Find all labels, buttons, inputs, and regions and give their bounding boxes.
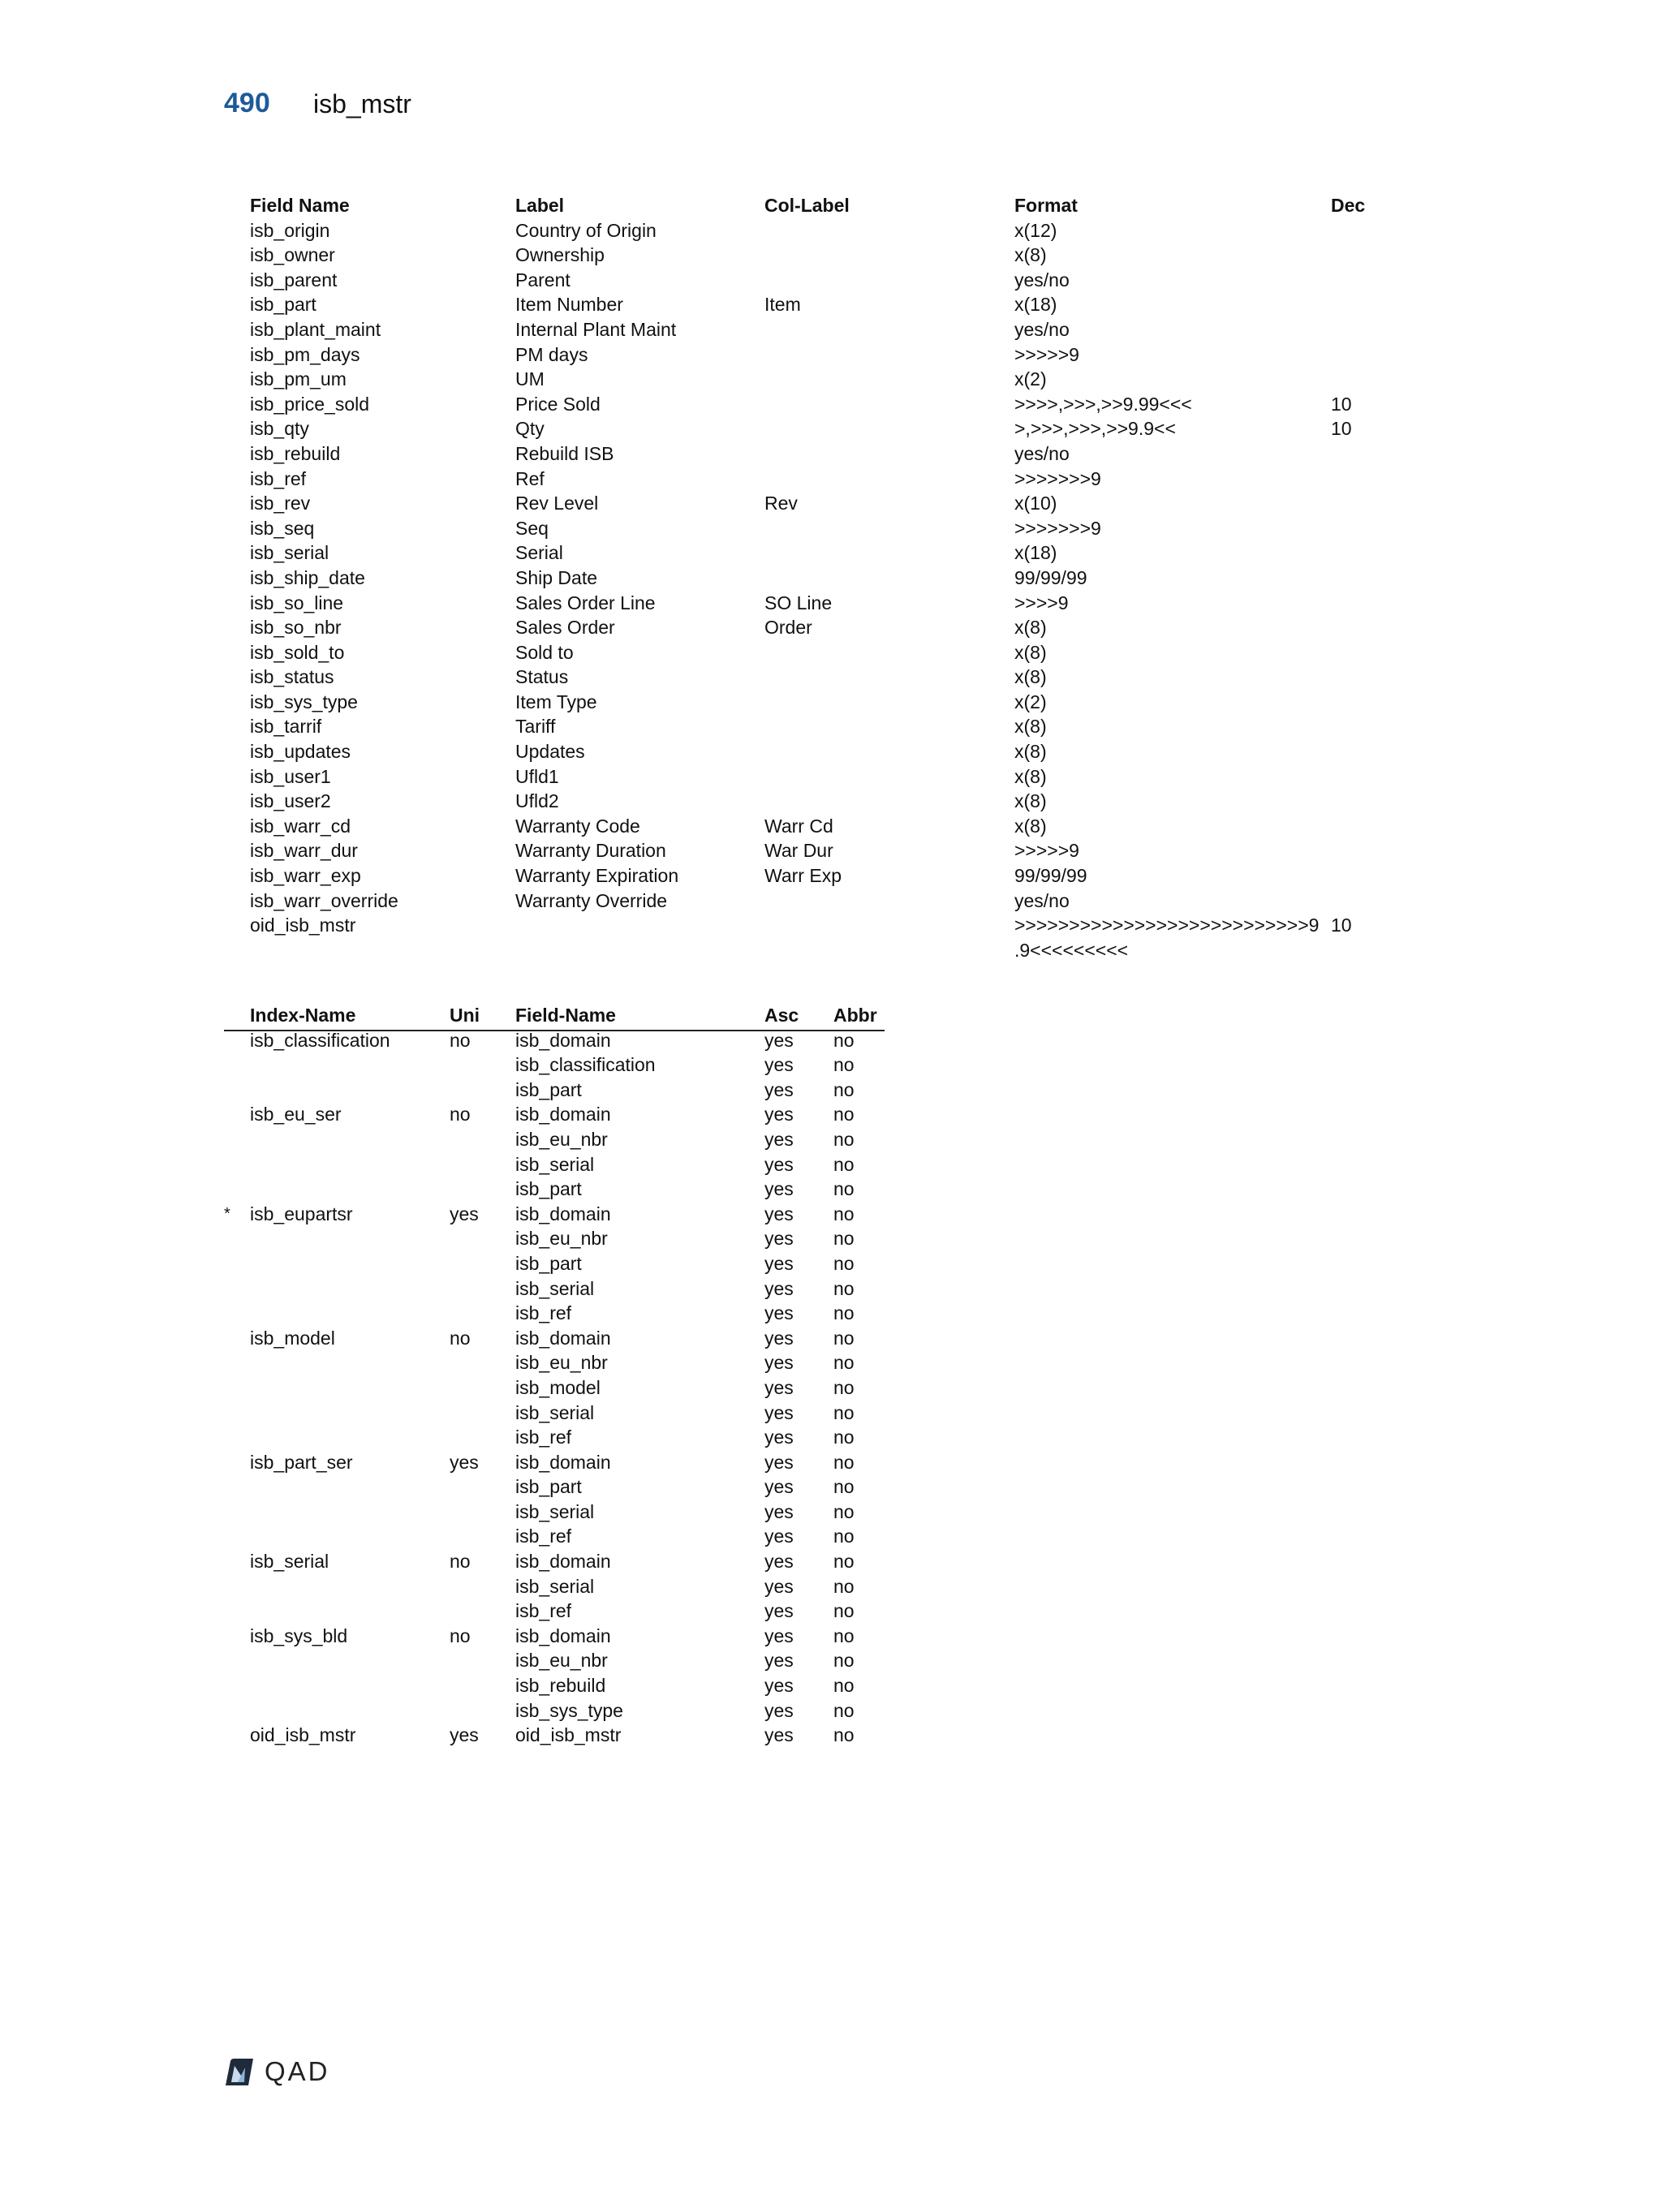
format-cell: x(12) [1014,219,1057,241]
uni-cell: no [450,1029,471,1051]
abbr-cell: no [833,1600,855,1622]
index-name-cell: isb_eupartsr [250,1203,353,1224]
asc-cell: yes [764,1526,794,1547]
label-cell: Ufld1 [515,765,559,787]
format-cell: >>>>>>>9 [1014,467,1101,489]
index-field-cell: isb_model [515,1376,601,1398]
label-cell: Warranty Expiration [515,865,679,887]
asc-cell: yes [764,1675,794,1697]
asc-cell: yes [764,1029,794,1051]
label-cell: Sales Order [515,617,615,639]
format-cell: x(18) [1014,294,1057,316]
abbr-cell: no [833,1104,855,1125]
index-field-cell: isb_eu_nbr [515,1128,608,1150]
index-field-cell: isb_domain [515,1029,611,1051]
header-asc: Asc [764,1005,799,1026]
index-name-cell: isb_classification [250,1029,390,1051]
label-cell: Warranty Duration [515,840,666,862]
field-name-cell: isb_parent [250,269,338,290]
header-label: Label [515,195,565,216]
format-cell: x(2) [1014,368,1047,390]
field-name-cell: isb_rebuild [250,442,341,464]
format-cell: yes/no [1014,318,1070,340]
label-cell: Sales Order Line [515,592,656,613]
abbr-cell: no [833,1327,855,1349]
index-field-cell: isb_eu_nbr [515,1228,608,1250]
abbr-cell: no [833,1054,855,1076]
index-field-cell: isb_domain [515,1203,611,1224]
field-name-cell: isb_serial [250,542,329,564]
index-field-cell: isb_ref [515,1600,572,1622]
label-cell: Price Sold [515,393,601,415]
abbr-cell: no [833,1575,855,1597]
abbr-cell: no [833,1352,855,1374]
label-cell: Parent [515,269,571,290]
asc-cell: yes [764,1302,794,1324]
format-cell: x(8) [1014,244,1047,266]
dec-cell: 10 [1331,418,1352,440]
abbr-cell: no [833,1228,855,1250]
field-name-cell: oid_isb_mstr [250,914,356,936]
asc-cell: yes [764,1600,794,1622]
asc-cell: yes [764,1699,794,1721]
qad-logo-icon [224,2058,255,2087]
dec-cell: 10 [1331,914,1352,936]
index-field-cell: oid_isb_mstr [515,1724,622,1746]
field-name-cell: isb_origin [250,219,330,241]
label-cell: Warranty Override [515,889,668,911]
field-name-cell: isb_plant_maint [250,318,381,340]
label-cell: Ref [515,467,545,489]
index-field-cell: isb_serial [515,1500,595,1522]
abbr-cell: no [833,1451,855,1473]
field-name-cell: isb_so_line [250,592,344,613]
format-cell: x(8) [1014,765,1047,787]
field-name-cell: isb_ref [250,467,307,489]
label-cell: Updates [515,741,585,763]
col-label-cell: Warr Cd [764,815,833,837]
format-cell: yes/no [1014,269,1070,290]
label-cell: Qty [515,418,545,440]
asc-cell: yes [764,1327,794,1349]
header-abbr: Abbr [833,1005,877,1026]
index-name-cell: oid_isb_mstr [250,1724,356,1746]
index-field-cell: isb_serial [515,1153,595,1175]
abbr-cell: no [833,1427,855,1448]
asc-cell: yes [764,1203,794,1224]
abbr-cell: no [833,1252,855,1274]
abbr-cell: no [833,1153,855,1175]
index-field-cell: isb_domain [515,1451,611,1473]
header-field-name: Field-Name [515,1005,616,1026]
col-label-cell: SO Line [764,592,833,613]
uni-cell: yes [450,1724,479,1746]
label-cell: Warranty Code [515,815,640,837]
field-name-cell: isb_so_nbr [250,617,342,639]
index-field-cell: isb_serial [515,1401,595,1423]
index-field-cell: isb_eu_nbr [515,1650,608,1672]
index-field-cell: isb_sys_type [515,1699,623,1721]
abbr-cell: no [833,1277,855,1299]
field-name-cell: isb_sys_type [250,691,358,712]
label-cell: Internal Plant Maint [515,318,677,340]
format-cell: >>>>>9 [1014,343,1079,365]
format-cell: 99/99/99 [1014,566,1087,588]
asc-cell: yes [764,1476,794,1498]
header-uni: Uni [450,1005,480,1026]
field-name-cell: isb_warr_cd [250,815,351,837]
label-cell: Tariff [515,716,556,738]
index-field-cell: isb_ref [515,1302,572,1324]
uni-cell: yes [450,1451,479,1473]
index-name-cell: isb_model [250,1327,335,1349]
unique-marker: * [224,1204,230,1223]
index-field-cell: isb_domain [515,1104,611,1125]
asc-cell: yes [764,1104,794,1125]
format-cell: 99/99/99 [1014,865,1087,887]
header-index-name: Index-Name [250,1005,356,1026]
format-cell: x(8) [1014,716,1047,738]
abbr-cell: no [833,1302,855,1324]
field-name-cell: isb_pm_um [250,368,347,390]
logo-wordmark: QAD [265,2056,330,2086]
field-name-cell: isb_warr_override [250,889,398,911]
asc-cell: yes [764,1427,794,1448]
abbr-cell: no [833,1650,855,1672]
format-cell: x(10) [1014,493,1057,514]
col-label-cell: Item [764,294,801,316]
index-field-cell: isb_domain [515,1551,611,1573]
asc-cell: yes [764,1551,794,1573]
asc-cell: yes [764,1153,794,1175]
field-name-cell: isb_price_sold [250,393,370,415]
field-name-cell: isb_warr_exp [250,865,361,887]
col-label-cell: Order [764,617,812,639]
field-name-cell: isb_seq [250,517,315,539]
abbr-cell: no [833,1500,855,1522]
index-name-cell: isb_serial [250,1551,329,1573]
label-cell: Item Type [515,691,597,712]
format-cell [1014,913,1319,962]
format-cell: >,>>>,>>>,>>9.9<< [1014,418,1176,440]
field-name-cell: isb_sold_to [250,641,345,663]
format-cell: x(2) [1014,691,1047,712]
header-field-name: Field Name [250,195,350,216]
index-field-cell: isb_ref [515,1427,572,1448]
index-field-cell: isb_rebuild [515,1675,606,1697]
field-name-cell: isb_owner [250,244,335,266]
index-field-cell: isb_part [515,1178,582,1200]
field-name-cell: isb_qty [250,418,309,440]
header-format: Format [1014,195,1078,216]
col-label-cell: Rev [764,493,798,514]
asc-cell: yes [764,1054,794,1076]
abbr-cell: no [833,1376,855,1398]
index-field-cell: isb_serial [515,1575,595,1597]
uni-cell: no [450,1104,471,1125]
uni-cell: no [450,1625,471,1646]
asc-cell: yes [764,1500,794,1522]
asc-cell: yes [764,1252,794,1274]
asc-cell: yes [764,1078,794,1100]
label-cell: UM [515,368,545,390]
abbr-cell: no [833,1551,855,1573]
asc-cell: yes [764,1376,794,1398]
abbr-cell: no [833,1675,855,1697]
uni-cell: yes [450,1203,479,1224]
uni-cell: no [450,1327,471,1349]
page-number: 490 [224,88,270,118]
abbr-cell: no [833,1699,855,1721]
asc-cell: yes [764,1625,794,1646]
index-name-cell: isb_part_ser [250,1451,353,1473]
label-cell: Ufld2 [515,790,559,812]
field-name-cell: isb_pm_days [250,343,360,365]
format-line-1: >>>>>>>>>>>>>>>>>>>>>>>>>>>9 [1014,914,1320,936]
header-col-label: Col-Label [764,195,850,216]
abbr-cell: no [833,1625,855,1646]
abbr-cell: no [833,1476,855,1498]
asc-cell: yes [764,1575,794,1597]
index-field-cell: isb_ref [515,1526,572,1547]
format-cell: >>>>,>>>,>>9.99<<< [1014,393,1192,415]
field-name-cell: isb_part [250,294,316,316]
format-cell: >>>>9 [1014,592,1069,613]
abbr-cell: no [833,1724,855,1746]
label-cell: Ownership [515,244,605,266]
label-cell: Ship Date [515,566,598,588]
abbr-cell: no [833,1029,855,1051]
col-label-cell: Warr Exp [764,865,842,887]
label-cell: Serial [515,542,563,564]
label-cell: Item Number [515,294,623,316]
format-cell: >>>>>>>9 [1014,517,1101,539]
asc-cell: yes [764,1128,794,1150]
index-field-cell: isb_serial [515,1277,595,1299]
asc-cell: yes [764,1401,794,1423]
format-cell: x(8) [1014,815,1047,837]
field-name-cell: isb_user2 [250,790,331,812]
format-cell: x(18) [1014,542,1057,564]
asc-cell: yes [764,1228,794,1250]
abbr-cell: no [833,1401,855,1423]
format-cell: >>>>>9 [1014,840,1079,862]
index-field-cell: isb_part [515,1078,582,1100]
index-field-cell: isb_part [515,1252,582,1274]
page-title: isb_mstr [313,89,411,118]
label-cell: Rev Level [515,493,599,514]
uni-cell: no [450,1551,471,1573]
format-cell: x(8) [1014,641,1047,663]
label-cell: Rebuild ISB [515,442,614,464]
header-dec: Dec [1331,195,1366,216]
asc-cell: yes [764,1178,794,1200]
index-field-cell: isb_domain [515,1625,611,1646]
field-name-cell: isb_updates [250,741,351,763]
label-cell: Country of Origin [515,219,657,241]
label-cell: Seq [515,517,549,539]
asc-cell: yes [764,1277,794,1299]
abbr-cell: no [833,1203,855,1224]
abbr-cell: no [833,1078,855,1100]
index-field-cell: isb_classification [515,1054,656,1076]
asc-cell: yes [764,1724,794,1746]
field-name-cell: isb_status [250,666,334,688]
index-field-cell: isb_eu_nbr [515,1352,608,1374]
index-name-cell: isb_sys_bld [250,1625,348,1646]
label-cell: Status [515,666,569,688]
asc-cell: yes [764,1451,794,1473]
abbr-cell: no [833,1178,855,1200]
field-name-cell: isb_rev [250,493,311,514]
abbr-cell: no [833,1128,855,1150]
index-field-cell: isb_domain [515,1327,611,1349]
format-cell: x(8) [1014,790,1047,812]
label-cell: PM days [515,343,588,365]
asc-cell: yes [764,1352,794,1374]
format-cell: x(8) [1014,617,1047,639]
format-cell: yes/no [1014,442,1070,464]
format-cell: x(8) [1014,741,1047,763]
field-name-cell: isb_tarrif [250,716,322,738]
format-cell: yes/no [1014,889,1070,911]
format-line-2: .9<<<<<<<<< [1014,939,1129,961]
abbr-cell: no [833,1526,855,1547]
field-name-cell: isb_user1 [250,765,331,787]
field-name-cell: isb_warr_dur [250,840,358,862]
dec-cell: 10 [1331,393,1352,415]
format-cell: x(8) [1014,666,1047,688]
label-cell: Sold to [515,641,574,663]
asc-cell: yes [764,1650,794,1672]
index-field-cell: isb_part [515,1476,582,1498]
col-label-cell: War Dur [764,840,833,862]
field-name-cell: isb_ship_date [250,566,365,588]
index-name-cell: isb_eu_ser [250,1104,342,1125]
